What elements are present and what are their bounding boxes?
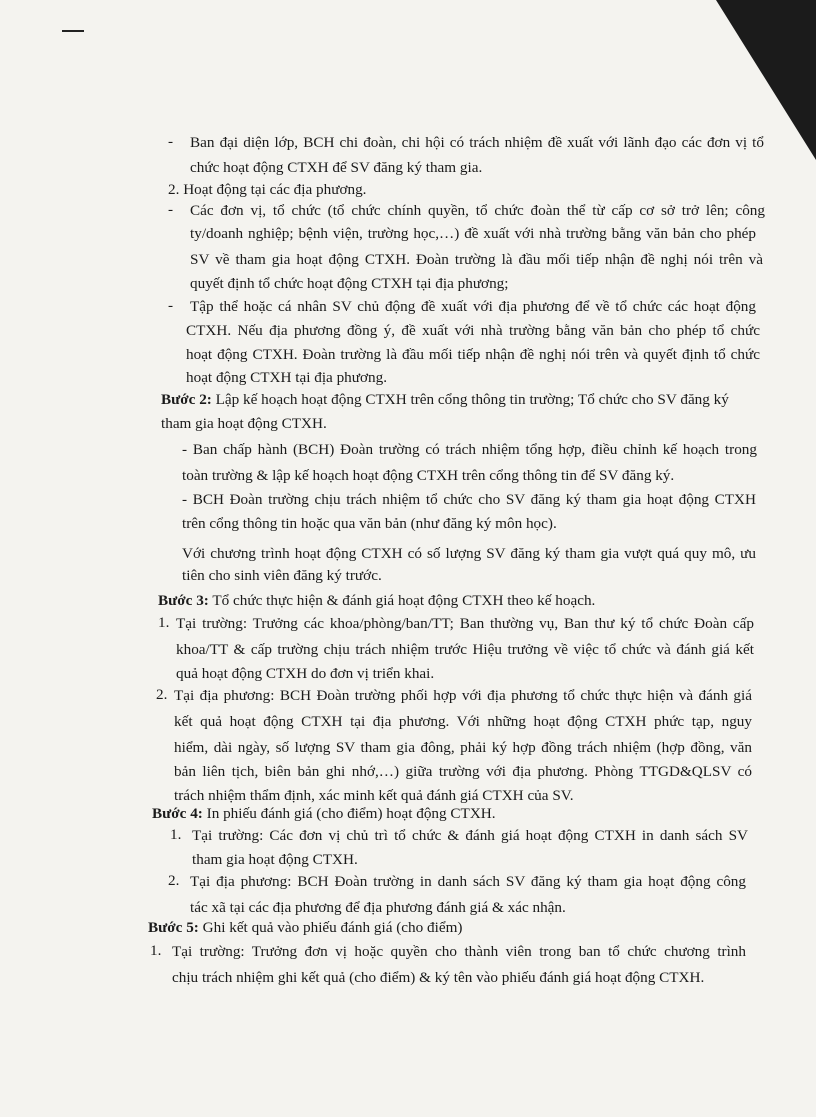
text-line: Tại trường: Trưởng đơn vị hoặc quyền cho thành viên trong ban tổ chức chương trình [172, 943, 746, 960]
step-4-line: Bước 4: In phiếu đánh giá (cho điểm) hoạt động CTXH. [152, 805, 496, 822]
text-line: Ban đại diện lớp, BCH chi đoàn, chi hội có trách nhiệm đề xuất với lãnh đạo các đơn vị tổ [190, 134, 764, 151]
bullet-dash: - [168, 201, 174, 218]
list-number: 1. [170, 826, 182, 843]
list-number: 1. [158, 614, 170, 631]
text-line: CTXH. Nếu địa phương đồng ý, đề xuất với nhà trường bằng văn bản cho phép tổ chức [186, 322, 760, 339]
text-line: trên cổng thông tin hoặc qua văn bản (như đăng ký môn học). [182, 515, 557, 532]
list-number: 1. [150, 942, 162, 959]
text-line: ty/doanh nghiệp; bệnh viện, trường học,…) đề xuất với nhà trường bằng văn bản cho phép [190, 225, 756, 242]
scan-mark [62, 30, 84, 32]
text-line: hiểm, dài ngày, số lượng SV tham gia đông, phải ký hợp đồng trách nhiệm (hợp đồng, văn [174, 739, 752, 756]
text-line: hoạt động CTXH tại địa phương. [186, 369, 388, 386]
text-line: Tại địa phương: BCH Đoàn trường in danh sách SV đăng ký tham gia hoạt động công [190, 873, 746, 890]
text-line: quả hoạt động CTXH do đơn vị triển khai. [176, 665, 435, 682]
list-number: 2. [168, 872, 180, 889]
text-line: kết quả hoạt động CTXH tại địa phương. Với những hoạt động CTXH phức tạp, nguy [174, 713, 752, 730]
step-2-line: Bước 2: Lập kế hoạch hoạt động CTXH trên cổng thông tin trường; Tổ chức cho SV đăng ký [161, 391, 729, 408]
step-3-line: Bước 3: Tổ chức thực hiện & đánh giá hoạt động CTXH theo kế hoạch. [158, 592, 596, 609]
bullet-dash: - [168, 297, 174, 314]
text-line: Tại trường: Các đơn vị chủ trì tổ chức & đánh giá hoạt động CTXH in danh sách SV [192, 827, 748, 844]
text-line: Với chương trình hoạt động CTXH có số lượng SV đăng ký tham gia vượt quá quy mô, ưu [182, 545, 756, 562]
text-line: SV về tham gia hoạt động CTXH. Đoàn trường là đầu mối tiếp nhận đề nghị nói trên và [190, 251, 763, 268]
step-label: Bước 4: [152, 805, 203, 822]
step-label: Bước 2: [161, 391, 212, 408]
text-line: toàn trường & lập kế hoạch hoạt động CTXH trên cổng thông tin để SV đăng ký. [182, 467, 675, 484]
bullet-dash: - [168, 133, 174, 150]
text-line: quyết định tổ chức hoạt động CTXH tại địa phương; [190, 275, 509, 292]
text-line: chức hoạt động CTXH để SV đăng ký tham gia. [190, 159, 483, 176]
text-line: tác xã tại các địa phương để địa phương đánh giá & xác nhận. [190, 899, 566, 916]
text-line: tham gia hoạt động CTXH. [192, 851, 358, 868]
text-line: tiên cho sinh viên đăng ký trước. [182, 567, 382, 584]
step-5-line: Bước 5: Ghi kết quả vào phiếu đánh giá (cho điểm) [148, 919, 463, 936]
text-line: Tại trường: Trưởng các khoa/phòng/ban/TT; Ban thường vụ, Ban thư ký tổ chức Đoàn cấp [176, 615, 754, 632]
step-label: Bước 5: [148, 919, 199, 936]
text-line: Tại địa phương: BCH Đoàn trường phối hợp với địa phương tổ chức thực hiện và đánh giá [174, 687, 752, 704]
text-line: chịu trách nhiệm ghi kết quả (cho điểm) & ký tên vào phiếu đánh giá hoạt động CTXH. [172, 969, 705, 986]
step-label: Bước 3: [158, 592, 209, 609]
section-heading: 2. Hoạt động tại các địa phương. [168, 181, 367, 198]
text-line: khoa/TT & cấp trường chịu trách nhiệm trước Hiệu trưởng về việc tổ chức và đánh giá kết [176, 641, 754, 658]
text-line: - BCH Đoàn trường chịu trách nhiệm tổ chức cho SV đăng ký tham gia hoạt động CTXH [182, 491, 756, 508]
text-line: trách nhiệm thẩm định, xác minh kết quả đánh giá CTXH của SV. [174, 787, 574, 804]
text-line: Các đơn vị, tổ chức (tổ chức chính quyền, tổ chức đoàn thể từ cấp cơ sở trở lên; công [190, 202, 765, 219]
text-line: hoạt động CTXH. Đoàn trường là đầu mối tiếp nhận đề nghị nói trên và quyết định tổ chức [186, 346, 760, 363]
text-line: - Ban chấp hành (BCH) Đoàn trường có trách nhiệm tổng hợp, điều chỉnh kế hoạch trong [182, 441, 757, 458]
list-number: 2. [156, 686, 168, 703]
text-line: tham gia hoạt động CTXH. [161, 415, 327, 432]
text-line: Tập thể hoặc cá nhân SV chủ động đề xuất với địa phương để về tổ chức các hoạt động [190, 298, 756, 315]
text-line: bản liên tịch, biên bản ghi nhớ,…) giữa trường với địa phương. Phòng TTGD&QLSV có [174, 763, 752, 780]
